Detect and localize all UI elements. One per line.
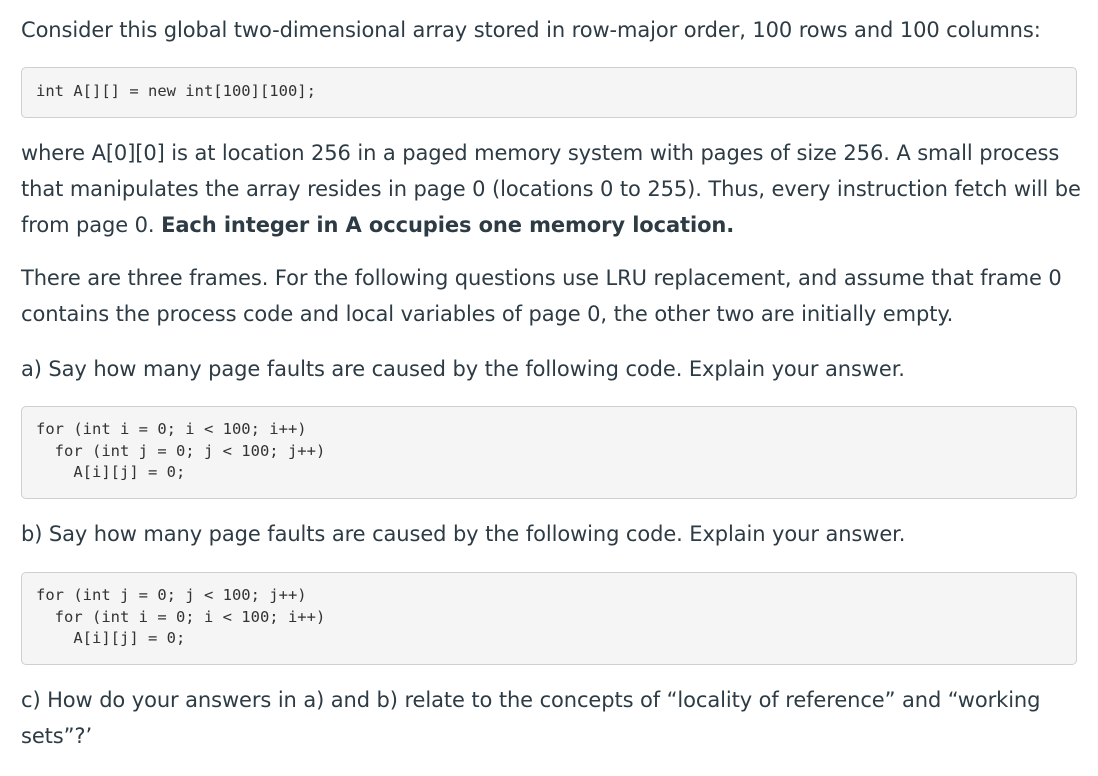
row-major-loop-code-block: for (int i = 0; i < 100; i++) for (int j = 0; j < 100; j++) A[i][j] = 0; — [21, 406, 1077, 499]
question-a: a) Say how many page faults are caused by the following code. Explain your answer. — [21, 357, 905, 381]
intro-paragraph: Consider this global two-dimensional array stored in row-major order, 100 rows and 100 columns: — [21, 18, 1041, 42]
memory-description-bold: Each integer in A occupies one memory location. — [161, 213, 735, 237]
memory-description-paragraph — [21, 135, 1081, 243]
column-major-loop-code-block: for (int j = 0; j < 100; j++) for (int i = 0; i < 100; i++) A[i][j] = 0; — [21, 572, 1077, 665]
array-declaration-code-block: int A[][] = new int[100][100]; — [21, 67, 1077, 118]
question-c: c) How do your answers in a) and b) relate to the concepts of “locality of reference” and “working sets”?’ — [21, 688, 1041, 748]
frames-paragraph: There are three frames. For the following questions use LRU replacement, and assume that frame 0 contains the process code and local variables of page 0, the other two are initially empty. — [21, 266, 1062, 326]
memory-description-text: where A[0][0] is at location 256 in a paged memory system with pages of size 256. A small process that manipulates the array resides in page 0 (locations 0 to 255). Thus, every instruction fetch will be from page 0. — [21, 141, 1081, 237]
question-b: b) Say how many page faults are caused by the following code. Explain your answer. — [21, 522, 906, 546]
